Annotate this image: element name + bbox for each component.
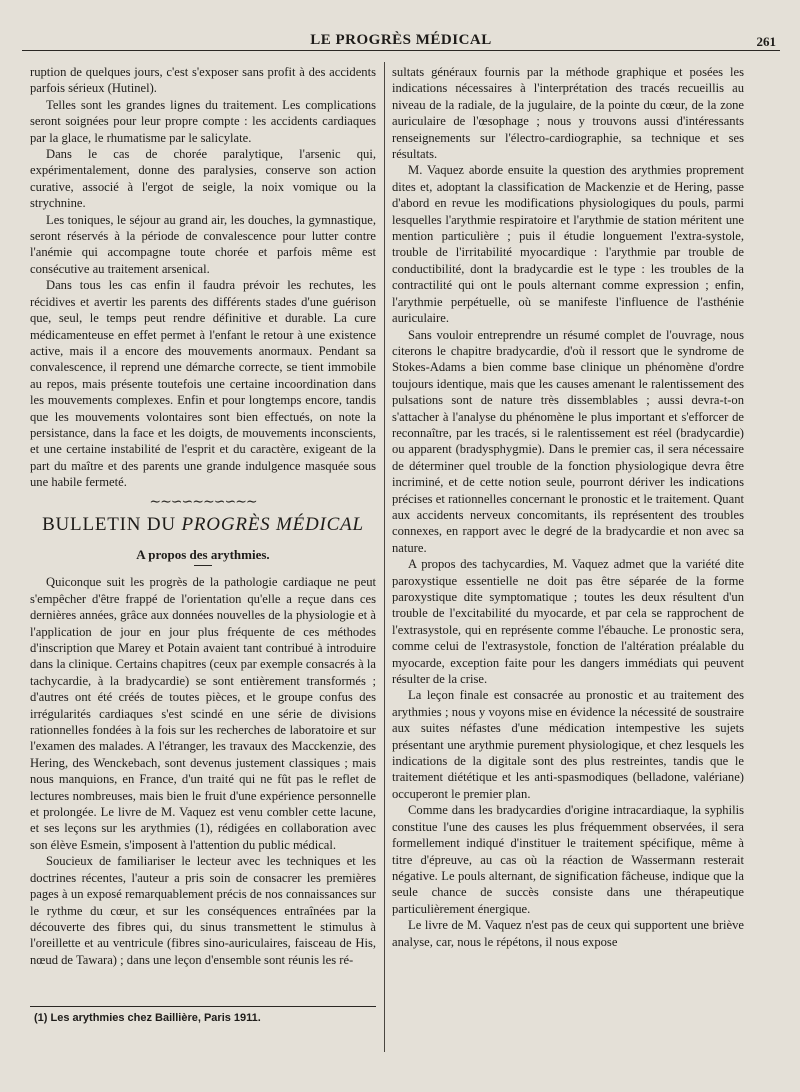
title-rule	[194, 565, 212, 566]
left-column	[30, 64, 376, 968]
paragraph: M. Vaquez aborde ensuite la question des arythmies proprement dites et, adoptant la classification de Mackenzie et de Hering, passe d'abord en revue les modifications physiologiques du pouls, parmi lesquelles l'arythmie respiratoire et l'arythmie de station méritent une mention particulière ; puis il étudie longuement l'extra-systole, trouble de l'irritabilité myocardique : l'arythmie par trouble de conductibilité, dont la bradycardie est le type : les troubles de la contractilité qui ont le pouls alternant comme expression ; enfin, l'arythmie perpétuelle, où se manifeste l'influence de l'asthénie auriculaire.	[392, 163, 744, 326]
page-number: 261	[756, 34, 776, 49]
column-divider	[384, 62, 385, 1052]
bulletin-heading	[30, 513, 376, 537]
paragraph: ruption de quelques jours, c'est s'exposer sans profit à des accidents parfois sérieux (Hutinel).	[30, 65, 376, 96]
paragraph: A propos des tachycardies, M. Vaquez admet que la variété dite paroxystique essentielle ne doit pas être séparée de la forme paroxystique dite symptomatique ; toutes les deux résultent d'un trouble de l'excitabilité du myocarde, et par cela se rapprochent de l'extrasystole, qui en représente comme l'ébauche. Le pronostic sera, comme celui de l'extrasystole, fonction de l'altération préalable du myocarde, exception faite pour les dangers immédiats qui peuvent résulter de la crise.	[392, 557, 744, 687]
paragraph: Sans vouloir entreprendre un résumé complet de l'ouvrage, nous citerons le chapitre bradycardie, d'où il ressort que le syndrome de Stokes-Adams a bien comme base clinique un phénomène d'ordre toujours identique, mais que les causes amenant le ralentissement des pulsations sont de nature très dissemblables ; aussi devra-t-on s'attacher à l'analyse du phénomène le plus important et s'efforcer de reconnaître, par les tracés, si le ralentissement est réel (bradycardie) ou apparent (bradysphygmie). Dans le premier cas, il sera nécessaire de déterminer quel trouble de la fonction physiologique devra être incriminé, et de cette notion seule, pourront dériver les indications précises et rationnelles concernant le pronostic et le traitement. Quant aux accidents nerveux concomitants, ils représentent des troubles connexes, en rapport avec le degré de la bradycardie et non avec sa nature.	[392, 327, 744, 555]
article-title: A propos des arythmies.	[136, 546, 270, 562]
paragraph: Soucieux de familiariser le lecteur avec les techniques et les doctrines récentes, l'auteur a pris soin de consacrer les premières pages à un exposé remarquablement précis de nos connaissances sur le rythme du cœur, et sur les conséquences entraînées par la découverte des fibres qui, du sinus transmettent le stimulus à l'oreillette et au ventricule (fibres sino-auriculaires, faisceau de His, nœud de Tawara) ; dans une leçon d'ensemble sont réunis les ré-	[30, 854, 376, 967]
paragraph: Telles sont les grandes lignes du traitement. Les complications seront soignées pour leur propre compte : les accidents cardiaques par la glace, le rhumatisme par le salicylate.	[30, 97, 376, 145]
bulletin-title-italic: PROGRÈS MÉDICAL	[181, 513, 364, 535]
paragraph: La leçon finale est consacrée au pronostic et au traitement des arythmies ; nous y voyons mise en évidence la nécessité de soustraire aux suites néfastes d'une médication intempestive les sujets présentant une arythmie purement physiologique, et chez lesquels les indications de la digitale sont des plus restreintes, tandis que le traitement diététique et les anti-spasmodiques (belladone, valériane) occuperont le premier plan.	[392, 688, 744, 801]
footnote-rule	[30, 1006, 376, 1007]
paragraph: sultats généraux fournis par la méthode graphique et posées les indications nécessaires à l'interprétation des tracés recueillis au niveau de la radiale, de la jugulaire, de la pointe du cœur, de la zone auriculaire de l'œsophage ; nous y trouvons aussi d'intéressants renseignements sur l'électro-cardiographie, sa technique et ses résultats.	[392, 65, 744, 162]
paragraph: Comme dans les bradycardies d'origine intracardiaque, la syphilis constitue l'une des causes les plus fréquemment observées, il sera formellement indiqué d'instituer le traitement spécifique, même à titre d'épreuve, au cas où la réaction de Wassermann resterait négative. Le pouls alternant, de signification fâcheuse, indique que la seule chance de succès consiste dans une thérapeutique particulièrement énergique.	[392, 803, 744, 916]
paragraph: Les toniques, le séjour au grand air, les douches, la gymnastique, seront réservés à la période de convalescence pour lutter contre l'anémie qui accompagne toute chorée et parfois même est consécutive au traitement arsenical.	[30, 212, 376, 276]
running-header	[22, 26, 780, 51]
paragraph: Dans le cas de chorée paralytique, l'arsenic qui, expérimentalement, donne des paralysies, conserve son action curative, associé à l'ergot de seigle, la noix vomique ou la strychnine.	[30, 147, 376, 211]
ornament-divider: ∼∼∽∽∼∼∽∽∼∼	[149, 494, 257, 510]
right-column	[392, 64, 744, 950]
journal-title: LE PROGRÈS MÉDICAL	[310, 32, 492, 48]
bulletin-title-prefix: BULLETIN DU	[42, 513, 176, 535]
paragraph: Dans tous les cas enfin il faudra prévoir les rechutes, les récidives et avertir les parents des différents stades d'une guérison que, seul, le temps peut rendre définitive et durable. La cure médicamenteuse en effet permet à l'enfant le retour à une existence active, mais il a encore des mouvements anormaux. Pendant sa convalescence, il reprend une démarche correcte, se tient immobile au repos, mais présente toutefois une certaine incoordination dans les mouvements complexes. Enfin et pour longtemps encore, tandis que les mouvements volontaires sont bien effectués, on note la persistance, dans la face et les doigts, de mouvements inconscients, et une certaine instabilité de l'esprit et du caractère, exigeant de la part du maître et des parents une grande indulgence masquée sous une habile fermeté.	[30, 278, 376, 490]
paragraph: Quiconque suit les progrès de la pathologie cardiaque ne peut s'empêcher d'être frappé de l'orientation qu'elle a reçue dans ces dernières années, grâce aux données nouvelles de la physiologie et à l'application de jour en jour plus fréquente de ces méthodes d'inscription que Marey et Potain avaient tant contribué à introduire dans la clinique. Certains chapitres (ceux par exemple consacrés à la tachycardie, à la bradycardie) se sont entièrement transformés ; d'autres ont été créés de toutes pièces, et le groupe confus des irrégularités cardiaques s'est scindé en une série de divisions rationnelles fondées à la fois sur les recherches de laboratoire et sur l'examen des malades. A l'étranger, les travaux des Macckenzie, des Hering, des Wenckebach, sont devenus justement classiques ; mais nous manquions, en France, d'un traité qui ne fût pas le reflet de lectures nombreuses, mais bien le fruit d'une expérience personnelle et prolongée. Le livre de M. Vaquez est venu combler cette lacune, et ses leçons sur les arythmies (1), rédigées en collaboration avec son élève Esmein, s'imposent à l'attention du public médical.	[30, 575, 376, 852]
footnote: (1) Les arythmies chez Baillière, Paris 1911.	[34, 1012, 261, 1024]
paragraph: Le livre de M. Vaquez n'est pas de ceux qui supportent une briève analyse, car, nous le répétons, il nous expose	[392, 918, 744, 949]
